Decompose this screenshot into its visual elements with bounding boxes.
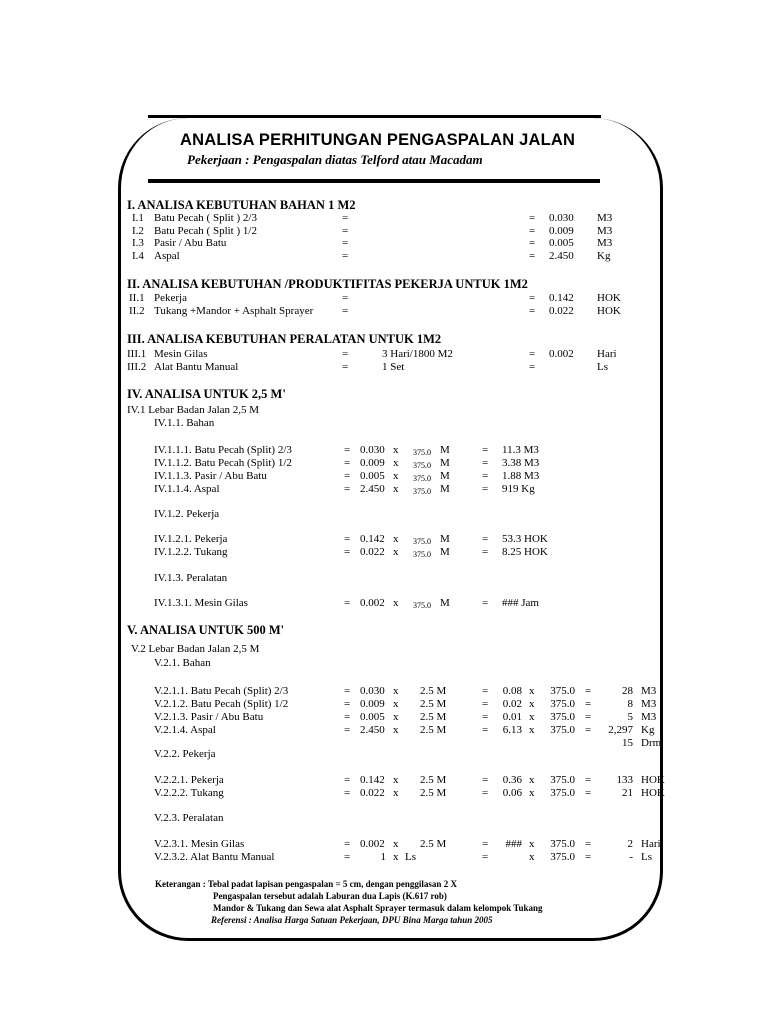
row-total: 15 bbox=[622, 737, 633, 749]
equals-sign: = bbox=[585, 851, 592, 863]
row-value: 0.009 bbox=[549, 225, 574, 237]
section5-bahan bbox=[0, 657, 768, 670]
equals-sign: = bbox=[344, 533, 351, 545]
note-line-3: Mandor & Tukang dan Sewa alat Asphalt Sprayer termasuk dalam kelompok Tukang bbox=[213, 903, 543, 913]
row-label: Alat Bantu Manual bbox=[154, 361, 239, 373]
row-value: 0.022 bbox=[549, 305, 574, 317]
section5-row bbox=[0, 698, 768, 711]
row-result: 11.3 M3 bbox=[502, 444, 539, 456]
section-heading-5: V. ANALISA UNTUK 500 M' bbox=[127, 623, 285, 637]
title-rule bbox=[148, 179, 600, 183]
times-sign: x bbox=[393, 774, 399, 786]
length-value: 375.0 bbox=[413, 550, 431, 559]
times-sign: x bbox=[393, 711, 399, 723]
row-label: V.2.1.3. Pasir / Abu Batu bbox=[154, 711, 264, 723]
per-meter-value: 0.06 bbox=[502, 787, 522, 799]
section4-bahan bbox=[0, 417, 768, 430]
length-value: 375.0 bbox=[550, 838, 575, 850]
row-unit: M3 bbox=[641, 685, 657, 697]
equals-sign: = bbox=[342, 237, 349, 249]
per-meter-value: ### bbox=[505, 838, 522, 850]
row-result: 1.88 M3 bbox=[502, 470, 540, 482]
row-unit: M3 bbox=[597, 237, 613, 249]
section5-peralatan bbox=[0, 812, 768, 825]
equals-sign: = bbox=[344, 851, 351, 863]
equals-sign: = bbox=[342, 250, 349, 262]
section4-row bbox=[0, 597, 768, 610]
row-total: 5 bbox=[627, 711, 633, 723]
row-basis: 1 Set bbox=[382, 361, 405, 373]
times-sign: x bbox=[393, 838, 399, 850]
section5-row bbox=[0, 851, 768, 864]
per-meter-value: 0.08 bbox=[502, 685, 522, 697]
row-unit: Kg bbox=[641, 724, 655, 736]
equals-sign: = bbox=[585, 838, 592, 850]
section2-row bbox=[0, 305, 768, 318]
equals-sign: = bbox=[344, 444, 351, 456]
equals-sign: = bbox=[529, 292, 536, 304]
length-unit: M bbox=[440, 533, 450, 545]
row-label: Pekerja bbox=[154, 292, 187, 304]
length-value: 2.5 M bbox=[420, 774, 447, 786]
row-label: IV.1.1.3. Pasir / Abu Batu bbox=[154, 470, 267, 482]
equals-sign: = bbox=[585, 774, 592, 786]
row-code: II.2 bbox=[129, 305, 145, 317]
section4-row bbox=[0, 457, 768, 470]
row-code: I.2 bbox=[132, 225, 144, 237]
times-sign: x bbox=[529, 711, 535, 723]
row-unit: M3 bbox=[641, 711, 657, 723]
row-unit: M3 bbox=[597, 225, 613, 237]
length-value: 375.0 bbox=[550, 724, 575, 736]
section5-row bbox=[0, 724, 768, 737]
section1-row bbox=[0, 237, 768, 250]
equals-sign: = bbox=[482, 724, 489, 736]
coef: 0.002 bbox=[360, 597, 385, 609]
equals-sign: = bbox=[344, 457, 351, 469]
length-value: 375.0 bbox=[413, 474, 431, 483]
coef: 0.142 bbox=[360, 533, 385, 545]
row-label: V.2.1.4. Aspal bbox=[154, 724, 216, 736]
length-unit: M bbox=[440, 597, 450, 609]
times-sign: x bbox=[393, 724, 399, 736]
row-result: 8.25 HOK bbox=[502, 546, 548, 558]
section5-head bbox=[0, 643, 768, 656]
equals-sign: = bbox=[482, 546, 489, 558]
section4-row bbox=[0, 483, 768, 496]
equals-sign: = bbox=[342, 305, 349, 317]
times-sign: x bbox=[393, 533, 399, 545]
equals-sign: = bbox=[529, 225, 536, 237]
equals-sign: = bbox=[529, 348, 536, 360]
coef: 0.002 bbox=[360, 838, 385, 850]
times-sign: x bbox=[393, 457, 399, 469]
row-label: V.2.1.2. Batu Pecah (Split) 1/2 bbox=[154, 698, 289, 710]
equals-sign: = bbox=[482, 787, 489, 799]
row-unit: HOK bbox=[597, 292, 621, 304]
group-label: IV.1.2. Pekerja bbox=[154, 508, 220, 520]
equals-sign: = bbox=[529, 250, 536, 262]
coef: 0.030 bbox=[360, 444, 385, 456]
section2-row bbox=[0, 292, 768, 305]
row-total: 21 bbox=[622, 787, 633, 799]
row-basis: 3 Hari/1800 M2 bbox=[382, 348, 453, 360]
times-sign: x bbox=[529, 851, 535, 863]
equals-sign: = bbox=[482, 470, 489, 482]
length-value: 375.0 bbox=[550, 851, 575, 863]
row-label: Pasir / Abu Batu bbox=[154, 237, 227, 249]
equals-sign: = bbox=[342, 212, 349, 224]
times-sign: x bbox=[393, 597, 399, 609]
row-label: Batu Pecah ( Split ) 2/3 bbox=[154, 212, 257, 224]
times-sign: x bbox=[393, 685, 399, 697]
times-sign: x bbox=[393, 470, 399, 482]
equals-sign: = bbox=[529, 305, 536, 317]
times-sign: x bbox=[393, 698, 399, 710]
length-value: 375.0 bbox=[550, 774, 575, 786]
coef: 0.142 bbox=[360, 774, 385, 786]
section5-row bbox=[0, 838, 768, 851]
page-title: ANALISA PERHITUNGAN PENGASPALAN JALAN bbox=[180, 131, 576, 149]
row-code: III.2 bbox=[127, 361, 147, 373]
page-subtitle: Pekerjaan : Pengaspalan diatas Telford atau Macadam bbox=[187, 152, 483, 167]
section4-row bbox=[0, 533, 768, 546]
times-sign: x bbox=[393, 787, 399, 799]
length-value: 375.0 bbox=[550, 685, 575, 697]
coef: 0.022 bbox=[360, 546, 385, 558]
row-label: IV.1.1.2. Batu Pecah (Split) 1/2 bbox=[154, 457, 292, 469]
row-label: IV.1.2.2. Tukang bbox=[154, 546, 228, 558]
row-label: IV.1.3.1. Mesin Gilas bbox=[154, 597, 248, 609]
section1-row bbox=[0, 212, 768, 225]
row-result: 53.3 HOK bbox=[502, 533, 548, 545]
equals-sign: = bbox=[529, 361, 536, 373]
times-sign: x bbox=[529, 838, 535, 850]
row-value: 0.030 bbox=[549, 212, 574, 224]
per-meter-value: 6.13 bbox=[502, 724, 522, 736]
row-label: V.2.2.2. Tukang bbox=[154, 787, 224, 799]
row-total: - bbox=[629, 851, 633, 863]
equals-sign: = bbox=[482, 711, 489, 723]
section4-peralatan bbox=[0, 572, 768, 585]
section5-drum-row bbox=[0, 737, 768, 750]
row-result: 919 Kg bbox=[502, 483, 535, 495]
group-label: V.2.1. Bahan bbox=[154, 657, 211, 669]
section-heading-3: III. ANALISA KEBUTUHAN PERALATAN UNTUK 1M2 bbox=[127, 332, 442, 346]
coef: 0.005 bbox=[360, 470, 385, 482]
length-value: 375.0 bbox=[550, 711, 575, 723]
row-unit: Ls bbox=[597, 361, 608, 373]
coef: 0.022 bbox=[360, 787, 385, 799]
times-sign: x bbox=[393, 483, 399, 495]
row-result: ### Jam bbox=[502, 597, 539, 609]
section3-row bbox=[0, 348, 768, 361]
equals-sign: = bbox=[342, 225, 349, 237]
equals-sign: = bbox=[482, 774, 489, 786]
equals-sign: = bbox=[344, 711, 351, 723]
times-sign: x bbox=[529, 685, 535, 697]
row-result: 3.38 M3 bbox=[502, 457, 540, 469]
length-value: 2.5 M bbox=[420, 711, 447, 723]
row-total: 8 bbox=[627, 698, 633, 710]
length-value: 375.0 bbox=[550, 698, 575, 710]
row-unit: HOK bbox=[641, 787, 665, 799]
row-label: IV.1.1.4. Aspal bbox=[154, 483, 220, 495]
times-sign: x bbox=[393, 851, 399, 863]
length-value: 375.0 bbox=[550, 787, 575, 799]
row-label: V.2.2.1. Pekerja bbox=[154, 774, 224, 786]
row-unit: Kg bbox=[597, 250, 611, 262]
equals-sign: = bbox=[344, 685, 351, 697]
row-code: I.4 bbox=[132, 250, 144, 262]
equals-sign: = bbox=[344, 724, 351, 736]
equals-sign: = bbox=[482, 457, 489, 469]
note-line-1: Keterangan : Tebal padat lapisan pengaspalan = 5 cm, dengan penggilasan 2 X bbox=[155, 879, 457, 889]
equals-sign: = bbox=[482, 698, 489, 710]
per-meter-value: 0.02 bbox=[502, 698, 522, 710]
coef: 1 bbox=[380, 851, 386, 863]
row-unit: HOK bbox=[597, 305, 621, 317]
section5-row bbox=[0, 685, 768, 698]
length-value: 2.5 M bbox=[420, 724, 447, 736]
section4-head bbox=[0, 404, 768, 417]
row-label: Batu Pecah ( Split ) 1/2 bbox=[154, 225, 257, 237]
row-value: 0.002 bbox=[549, 348, 574, 360]
length-value: 2.5 M bbox=[420, 685, 447, 697]
note-line-2: Pengaspalan tersebut adalah Laburan dua Lapis (K.617 rob) bbox=[213, 891, 447, 901]
length-value: 2.5 M bbox=[420, 787, 447, 799]
row-unit: Hari bbox=[597, 348, 617, 360]
section4-row bbox=[0, 470, 768, 483]
equals-sign: = bbox=[342, 348, 349, 360]
per-meter-value: 0.01 bbox=[502, 711, 522, 723]
row-total: 28 bbox=[622, 685, 633, 697]
row-label: IV.1.1.1. Batu Pecah (Split) 2/3 bbox=[154, 444, 292, 456]
subsection-label: IV.1 Lebar Badan Jalan 2,5 M bbox=[127, 404, 260, 416]
equals-sign: = bbox=[482, 533, 489, 545]
length-value: 375.0 bbox=[413, 487, 431, 496]
per-meter-value: 0.36 bbox=[502, 774, 522, 786]
length-unit: M bbox=[440, 444, 450, 456]
row-unit: Ls bbox=[641, 851, 652, 863]
length-unit: M bbox=[440, 546, 450, 558]
coef: 0.005 bbox=[360, 711, 385, 723]
equals-sign: = bbox=[344, 838, 351, 850]
section5-row bbox=[0, 774, 768, 787]
equals-sign: = bbox=[344, 483, 351, 495]
row-label: V.2.1.1. Batu Pecah (Split) 2/3 bbox=[154, 685, 289, 697]
group-label: IV.1.3. Peralatan bbox=[154, 572, 228, 584]
length-unit: M bbox=[440, 457, 450, 469]
section4-row bbox=[0, 444, 768, 457]
equals-sign: = bbox=[585, 711, 592, 723]
equals-sign: = bbox=[482, 483, 489, 495]
section5-row bbox=[0, 787, 768, 800]
row-total: 2,297 bbox=[608, 724, 633, 736]
times-sign: x bbox=[529, 698, 535, 710]
coef: 0.009 bbox=[360, 698, 385, 710]
equals-sign: = bbox=[344, 698, 351, 710]
equals-sign: = bbox=[344, 787, 351, 799]
equals-sign: = bbox=[482, 444, 489, 456]
length-value: 375.0 bbox=[413, 448, 431, 457]
equals-sign: = bbox=[342, 292, 349, 304]
section-heading-2: II. ANALISA KEBUTUHAN /PRODUKTIFITAS PEKERJA UNTUK 1M2 bbox=[127, 277, 528, 291]
times-sign: x bbox=[529, 787, 535, 799]
row-label: Mesin Gilas bbox=[154, 348, 208, 360]
group-label: IV.1.1. Bahan bbox=[154, 417, 215, 429]
row-total: 2 bbox=[627, 838, 633, 850]
subsection-label: V.2 Lebar Badan Jalan 2,5 M bbox=[131, 643, 260, 655]
section5-row bbox=[0, 711, 768, 724]
row-code: II.1 bbox=[129, 292, 145, 304]
equals-sign: = bbox=[585, 724, 592, 736]
equals-sign: = bbox=[482, 597, 489, 609]
row-value: 2.450 bbox=[549, 250, 574, 262]
equals-sign: = bbox=[344, 597, 351, 609]
equals-sign: = bbox=[344, 470, 351, 482]
equals-sign: = bbox=[482, 851, 489, 863]
row-unit: M3 bbox=[641, 698, 657, 710]
equals-sign: = bbox=[585, 685, 592, 697]
times-sign: x bbox=[529, 774, 535, 786]
row-unit: Drm bbox=[641, 737, 662, 749]
coef: 0.009 bbox=[360, 457, 385, 469]
row-unit: Hari bbox=[641, 838, 661, 850]
reference-note: Referensi : Analisa Harga Satuan Pekerjaan, DPU Bina Marga tahun 2005 bbox=[211, 915, 493, 925]
section1-row bbox=[0, 250, 768, 263]
row-unit: HOK bbox=[641, 774, 665, 786]
row-label: Aspal bbox=[154, 250, 180, 262]
times-sign: x bbox=[529, 724, 535, 736]
equals-sign: = bbox=[585, 698, 592, 710]
section-heading-4: IV. ANALISA UNTUK 2,5 M' bbox=[127, 387, 286, 401]
row-unit: M3 bbox=[597, 212, 613, 224]
row-label: V.2.3.1. Mesin Gilas bbox=[154, 838, 245, 850]
length-value: 2.5 M bbox=[420, 698, 447, 710]
row-code: III.1 bbox=[127, 348, 147, 360]
equals-sign: = bbox=[342, 361, 349, 373]
length-unit: M bbox=[440, 470, 450, 482]
row-total: 133 bbox=[616, 774, 633, 786]
equals-sign: = bbox=[344, 774, 351, 786]
equals-sign: = bbox=[482, 685, 489, 697]
equals-sign: = bbox=[529, 212, 536, 224]
row-code: I.3 bbox=[132, 237, 144, 249]
coef: 0.030 bbox=[360, 685, 385, 697]
group-label: V.2.3. Peralatan bbox=[154, 812, 224, 824]
row-code: I.1 bbox=[132, 212, 144, 224]
equals-sign: = bbox=[344, 546, 351, 558]
length-value: 375.0 bbox=[413, 601, 431, 610]
row-value: 0.005 bbox=[549, 237, 574, 249]
row-label: IV.1.2.1. Pekerja bbox=[154, 533, 228, 545]
times-sign: x bbox=[393, 444, 399, 456]
times-sign: x bbox=[393, 546, 399, 558]
length-value: 375.0 bbox=[413, 461, 431, 470]
section-heading-1: I. ANALISA KEBUTUHAN BAHAN 1 M2 bbox=[127, 198, 356, 212]
length-value: 2.5 M bbox=[420, 838, 447, 850]
section3-row bbox=[0, 361, 768, 374]
equals-sign: = bbox=[482, 838, 489, 850]
length-unit: Ls bbox=[405, 851, 416, 863]
coef: 2.450 bbox=[360, 483, 385, 495]
group-label: V.2.2. Pekerja bbox=[154, 748, 216, 760]
coef: 2.450 bbox=[360, 724, 385, 736]
row-label: V.2.3.2. Alat Bantu Manual bbox=[154, 851, 275, 863]
row-value: 0.142 bbox=[549, 292, 574, 304]
length-unit: M bbox=[440, 483, 450, 495]
equals-sign: = bbox=[529, 237, 536, 249]
length-value: 375.0 bbox=[413, 537, 431, 546]
row-label: Tukang +Mandor + Asphalt Sprayer bbox=[154, 305, 314, 317]
section4-row bbox=[0, 546, 768, 559]
equals-sign: = bbox=[585, 787, 592, 799]
section4-pekerja bbox=[0, 508, 768, 521]
